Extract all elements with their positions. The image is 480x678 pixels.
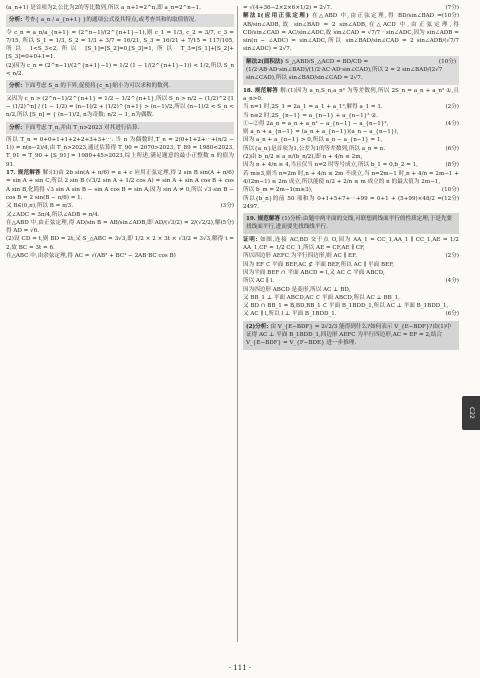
block-text: ①−②得 2a_n = a_n + a_n² − a_{n−1} − a_{n−1}², [243,120,389,127]
block-text: 在△ABC 中,由余弦定理,得 AC = √(AB² + BC² − 2AB·BC cos B) [6,253,176,260]
block-text: 解:(1)因为 a_n,S_n,a_n² 为等差数列,所以 2S_n = a_n + a_n² ①,且 a_n>0. [243,87,459,102]
block-text: 因为四边形 ABCD 是菱形,所以 AC ⊥ BD, [243,286,351,293]
score-tag: (10分) [438,58,456,65]
left-block-5 [6,95,234,120]
right-block-16 [243,236,459,253]
right-block-17 [243,252,459,260]
left-column [6,4,234,260]
left-block-6 [6,122,234,134]
right-block-14 [243,195,459,212]
block-text: 当 n=1 时,2S_1 = 2a_1 = a_1 + a_1²,解得 a_1 = 1. [243,104,383,111]
block-text: 下面考虑 T_n,并由 T_n>2023 对其进行估算. [24,124,140,131]
right-block-20 [243,277,459,285]
block-text: S_△ABD/S_△ACD = BD/CD = (1/2·AB·AD·sin∠BAD)/(1/2·AC·AD·sin∠CAD),所以 2 = 2 sin∠BAD/(2√7 sin∠CAD),所以 sin∠BAD/sin∠CAD = 2√7. [246,58,443,82]
score-tag: (8分) [445,162,459,169]
left-block-2 [6,29,234,62]
left-block-7 [6,136,234,169]
block-heading: 分析: [9,83,25,90]
block-text: 又 AC ∥ l,所以 l ⊥ 平面 B_1BDD_1. [243,311,337,318]
block-text: (2)设 CD = t,则 BD = 2t,又 S_△ABC = 3√3,即 1/2 × 2 × 3t × √3/2 = 3√3,解得 t = 2,故 BC = 3t = 6. [6,236,234,251]
right-block-5 [243,112,459,120]
score-tag: (10分) [441,187,459,194]
score-tag: (12分) [441,195,459,202]
block-text: 所以 b_m = 2m−1(m≥3), [243,187,313,194]
section-side-tab: C22 [462,396,480,430]
block-heading: 分析: [9,124,25,131]
block-text: 因为平面 BEF ∩ 平面 ABCD = l,又 AC ⊂ 平面 ABCD, [243,269,385,276]
left-block-8 [6,169,234,202]
block-text: 因为 n + 4/n ≥ 4,当且仅当 n=2 时等号成立,所以 b_1 = 0,b_2 = 1, [243,162,418,169]
block-text: 又 BD ∩ BB_1 = B,BD,BB_1 ⊂ 平面 B_1BDD_1,所以 AC ⊥ 平面 B_1BDD_1, [243,303,449,310]
block-text: 所以{a_n}是首项为1,公差为1的等差数列,所以 a_n = n. [243,145,386,152]
right-block-4 [243,103,459,111]
right-block-12 [243,170,459,187]
right-block-6 [243,120,459,128]
right-block-2 [243,56,459,85]
right-block-25 [243,321,459,350]
block-heading: 解法1(应用正弦定理) [243,13,313,20]
left-block-10 [6,211,234,219]
block-text: 在△ABD 中,由正弦定理,得 AD/sin B = AB/sin∠ADB,即 AD/(√3/2) = 2/(√2/2),解得 AD = √6. [6,219,221,235]
block-heading: 解法2(面积法) [246,58,286,65]
right-block-7 [243,128,459,136]
right-block-21 [243,286,459,294]
score-tag: (6分) [445,145,459,152]
left-block-3 [6,62,234,79]
block-heading: 19. 规范解答 [246,216,283,223]
block-text: 则 a_n + a_{n−1} = (a_n + a_{n−1})(a_n − a_{n−1}), [243,129,399,136]
block-text: 又因为 c_n > (2^n−1)/2^{n+1} = 1/2 − 1/2^{n+1},所以 S_n > n/2 − (1/2)^2 [1 − (1/2)^n] / (1 − 1/2) = (n−1)/2 + (1/2)^{n+1} > (n−1)/2,所以 (n−1)/2 < S_n < n/2,所以 [S_n] = { (n−1)/2, n为奇数; n/2 − 1, n为偶数. [6,95,234,119]
page-number: · 111 · [228,664,252,672]
score-tag: (5分) [220,219,234,226]
right-block-11 [243,161,459,169]
right-block-0 [243,4,459,12]
block-text: 当 n≥2 时,2S_{n−1} = a_{n−1} + a_{n−1}² ②. [243,112,379,119]
right-block-24 [243,310,459,318]
right-block-15 [243,213,459,234]
score-tag: (3分) [220,203,234,210]
left-block-0 [6,4,234,12]
block-text: 又∠ADC = 3π/4,所以∠ADB = π/4. [6,211,100,218]
block-text: (a_n+1) 是首项为2,公比为2的等比数列,所以 a_n+1=2^n,即 a_n=2^n−1. [6,5,201,11]
block-text: 又 BB_1 ⊥ 平面 ABCD,AC ⊂ 平面 ABCD,所以 AC ⊥ BB_1, [243,294,400,301]
right-block-10 [243,153,459,161]
block-text: 考查{ a_n / a_{n+1} }的通项公式及其特点,或考查其和的取值情况. [24,17,197,24]
score-tag: (4分) [445,278,459,285]
block-text: 所以四边形 AEFC 为平行四边形,则 AC ∥ EF. [243,253,357,260]
right-block-8 [243,136,459,144]
block-heading: (2)分析: [246,323,271,330]
block-text: = √(4+36−2×2×6×1/2) = 2√7. [243,5,332,11]
block-text: 下面考虑 S_n 的下界,促使将{c_n}缩小为可以求和的数列. [24,83,171,90]
block-heading: 17. 规范解答 [6,170,43,177]
right-block-18 [243,261,459,269]
right-block-9 [243,145,459,153]
score-tag: (6分) [445,311,459,318]
block-text: (1)分析:由题中两平面的交线,可联想到线面平行的性质定理,于是先要找线面平行,进而要先找线线平行. [246,216,453,231]
block-text: (2)由 b_n/2 ≤ a_n/(b_n/2),即 n + 4/n ≤ 2m, [243,154,363,161]
block-text: 若 m≥3,则当 n=2m 时,n + 4/n ≤ 2m 不成立,当 n=2m−1 时,n + 4/n = 2m−1 + 4/(2m−1) ≤ 2m 成立,所以能使 n/2 + 2/n ≤ m 成立的 n 的最大值为 2m−1, [243,170,459,185]
left-block-11 [6,219,234,236]
score-tag: (2分) [445,104,459,111]
column-divider [237,6,238,642]
left-block-12 [6,235,234,252]
right-block-22 [243,294,459,302]
right-block-13 [243,186,459,194]
right-column [243,4,459,352]
block-text: 因为 EF ⊂ 平面 BEF,AC ⊄ 平面 BEF,所以 AC ∥ 平面 BEF, [243,261,395,268]
block-text: 所以 T_n = 0+0+1+1+2+2+3+3+⋯. 当 n 为偶数时,T_n = 2(0+1+2+⋯+(n/2 − 1)) = n(n−2)/4,由 T_n>2023,通过估算得 T_90 = 2070>2023, T_89 = 1980<2023, T_91 = T_90 + [S_91] = 1980+45>2023,综上所述,满足题意的最小正整数 n 的值为 91. [6,136,234,168]
left-block-4 [6,80,234,92]
block-text: 因为 a_n + a_{n−1} > 0,所以 a_n − a_{n−1} = 1, [243,137,383,144]
block-text: (2)因为 c_n = (2^n−1)/(2^{n+1}−1) = 1/2 (1 − 1/(2^{n+1}−1)) < 1/2,所以 S_n < n/2. [6,62,234,78]
score-tag: (7分) [445,5,459,11]
left-block-13 [6,252,234,260]
right-block-3 [243,87,459,104]
score-tag: (4分) [445,120,459,127]
block-text: 如图,连接 AC,BD 交于点 O,因为 AA_1 = CC_1,AA_1 ∥ CC_1,AE = 1/2 AA_1,CF = 1/2 CC_1,所以 AE = CF,AE ∥ CF, [243,236,459,252]
score-tag: (10分) [441,13,459,20]
block-heading: 证明: [243,236,261,243]
block-text: 在△ABD 中,由正弦定理,得 BD/sin∠BAD = AB/sin∠ADB,故 sin∠BAD = 2 sin∠ADB,在△ACD 中,由正弦定理,得 CD/sin∠CAD = AC/sin∠ADC,故 sin∠CAD = √7/7 · sin∠ADC,因为 sin∠ADB = sin(π − ∠ADC) = sin∠ADC,所以 sin∠BAD/sin∠CAD = 2 sin∠ADB/(√7/7 sin∠ADC) = 2√7. [243,13,459,53]
left-block-9 [6,202,234,210]
block-text: 所以 AC ∥ l. [243,278,274,285]
block-heading: 18. 规范解答 [243,87,281,94]
block-text: 由 V_{E−BDF} = 2√2/3 能得到什么?如何表示 V_{E−BDF}?由(1)中证得 AC ⊥ 平面 B_1BDD_1,四边形 AEFC 为平行四边形,AC = EF = 2,结合 V_{E−BDF} = V_{F−BDE} 进一步推理. [246,323,452,347]
score-tag: (2分) [445,253,459,260]
block-text: 解:(1)由 2b sin(A + π/6) = a + c 应用正弦定理,得 2 sin B sin(A + π/6) = sin A + sin C,所以 2 sin B (√3/2 sin A + 1/2 cos A) = sin A + sin A cos B + cos A sin B,化简得 √3 sin A sin B − sin A cos B = sin A,因为 sin A ≠ 0,所以 √3 sin B − cos B = 2 sin(B − π/6) = 1. [6,170,234,201]
left-block-1 [6,14,234,26]
block-text: 令 c_n = a_n/a_{n+1} = (2^n−1)/(2^{n+1}−1),则 c_1 = 1/3, c_2 = 3/7, c_3 = 7/15, 所以 S_1 = 1/3, S_2 = 1/3 + 3/7 = 16/21, S_3 = 16/21 + 7/15 = 117/105, 所以 1<S_3<2,所以 [S_1]=[S_2]=0,[S_3]=1,所以 T_3=[S_1]+[S_2]+[S_3]=0+0+1=1. [6,29,234,61]
block-text: 所以{b_n}的前 50 项和为 0+1+5+7+⋯+99 = 0+1 + (5+99)×48/2 = 2497. [243,195,442,210]
right-block-19 [243,269,459,277]
block-heading: 分析: [9,17,25,24]
right-block-1 [243,12,459,53]
block-text: 又 B∈(0,π),所以 B = π/3. [6,203,73,210]
right-block-23 [243,302,459,310]
